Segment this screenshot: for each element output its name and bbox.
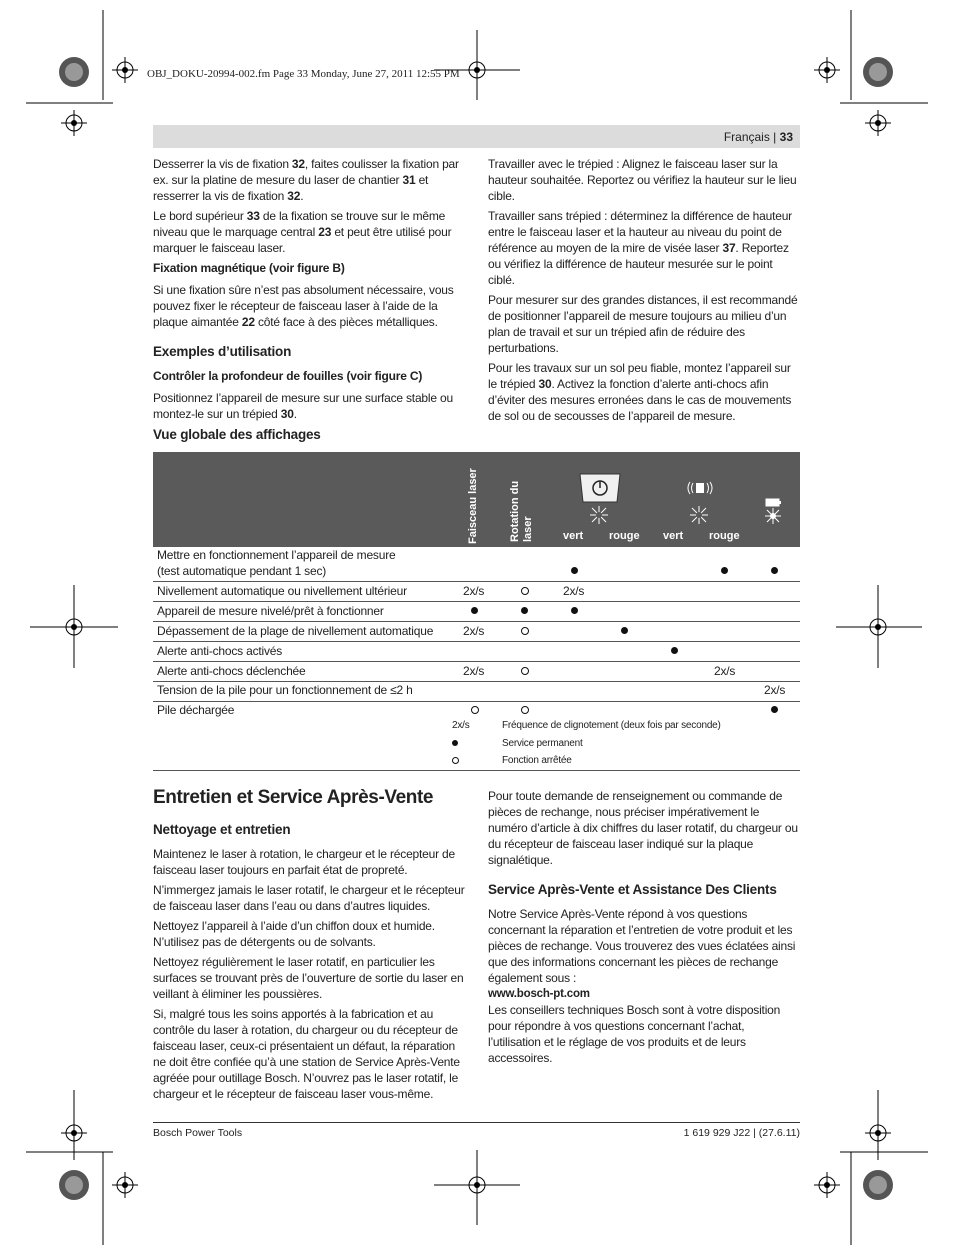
paragraph: Desserrer la vis de fixation 32, faites coulisser la fixation par ex. sur la platine de mesure du laser de chantier 31 et resserrer la vis de fixation 32.	[153, 157, 459, 203]
legend-text: Fonction arrêtée	[502, 755, 572, 766]
maintenance-section	[153, 786, 466, 1106]
header-bar	[153, 125, 800, 148]
legend-text: Service permanent	[502, 738, 583, 749]
permanent-dot	[771, 567, 778, 574]
permanent-dot	[571, 607, 578, 614]
table-header	[153, 452, 800, 547]
legend-symbol: 2x/s	[452, 720, 470, 731]
table-row: Alerte anti-chocs déclenchée 2x/s 2x/s	[153, 662, 800, 682]
footer-left: Bosch Power Tools	[153, 1127, 243, 1139]
footer-rule	[153, 1122, 800, 1123]
paragraph: Travailler avec le trépied : Alignez le faisceau laser sur la hauteur souhaitée. Reportez ou vérifiez la hauteur sur le lieu cible.	[488, 157, 797, 203]
footer-right: 1 619 929 J22 | (27.6.11)	[683, 1127, 800, 1139]
service-section	[488, 788, 800, 1070]
paragraph: Maintenez le laser à rotation, le chargeur et le récepteur de faisceau laser toujours en parfait état de propreté.	[153, 847, 455, 877]
permanent-dot	[671, 647, 678, 654]
table-row: Pile déchargée 2x/s Fréquence de clignotement (deux fois par seconde) Service permanent Fonction arrêtée	[153, 702, 800, 771]
shock-alert-icon	[687, 480, 713, 496]
legend-text: Fréquence de clignotement (deux fois par seconde)	[502, 720, 721, 731]
paragraph: Pour toute demande de renseignement ou commande de pièces de rechange, nous préciser impérativement le numéro d’article à dix chiffres du laser rotatif, du chargeur ou du récepteur de faisceau laser indiqué sur la plaque signalétique.	[488, 789, 798, 867]
off-ring	[471, 706, 479, 714]
led-battery-icon	[765, 508, 781, 524]
label-green-2: vert	[663, 530, 684, 542]
legend-dot	[452, 740, 458, 746]
running-header	[724, 130, 793, 144]
table-row: Dépassement de la plage de nivellement automatique 2x/s	[153, 622, 800, 642]
paragraph: Si, malgré tous les soins apportés à la fabrication et au contrôle du laser à rotation, du chargeur ou du récepteur de faisceau laser, ceux-ci présentaient un défaut, la réparation ne doit être confiée qu’à une station de Service Après-Vente agréée pour outillage Bosch. N’ouvrez pas le laser rotatif, le chargeur et le récepteur de faisceau laser vous-même.	[153, 1007, 460, 1101]
table-row: Mettre en fonctionnement l’appareil de mesure (test automatique pendant 1 sec)	[153, 547, 800, 582]
bosch-website-link[interactable]: www.bosch-pt.com	[488, 988, 590, 1000]
paragraph: Le bord supérieur 33 de la fixation se trouve sur le même niveau que le marquage central 23 et peut être utilisé pour marquer le faisceau laser.	[153, 209, 452, 255]
col-header-laser-beam: Faisceau laser	[467, 468, 479, 544]
file-slug: OBJ_DOKU-20994-002.fm Page 33 Monday, June 27, 2011 12:55 PM	[147, 68, 460, 80]
heading-depth: Contrôler la profondeur de fouilles (voir figure C)	[153, 369, 423, 383]
header-separator: |	[773, 130, 777, 144]
off-ring	[521, 587, 529, 595]
label-red-2: rouge	[709, 530, 740, 542]
display-overview-title: Vue globale des affichages	[153, 427, 321, 442]
legend-ring	[452, 757, 459, 764]
permanent-dot	[521, 607, 528, 614]
paragraph: Les conseillers techniques Bosch sont à votre disposition pour répondre à vos questions concernant l’achat, l’utilisation et le réglage de vos produits et de leurs accessoires.	[488, 1003, 781, 1065]
permanent-dot	[721, 567, 728, 574]
table-row: Appareil de mesure nivelé/prêt à fonctionner	[153, 602, 800, 622]
heading-service: Service Après-Vente et Assistance Des Clients	[488, 882, 777, 897]
permanent-dot	[571, 567, 578, 574]
paragraph: Notre Service Après-Vente répond à vos questions concernant la réparation et l’entretien de votre produit et les pièces de rechange. Vous trouverez des vues éclatées ainsi que des informations concernant les pièces de rechange également sous :	[488, 907, 796, 985]
paragraph: Nettoyez l’appareil à l’aide d’un chiffon doux et humide. N’utilisez pas de détergents ou de solvants.	[153, 919, 435, 949]
permanent-dot	[621, 627, 628, 634]
off-ring	[521, 627, 529, 635]
section-title: Entretien et Service Après-Vente	[153, 787, 434, 808]
permanent-dot	[771, 706, 778, 713]
heading-cleaning: Nettoyage et entretien	[153, 822, 291, 837]
label-red-1: rouge	[609, 530, 640, 542]
paragraph: Pour mesurer sur des grandes distances, il est recommandé de positionner l’appareil de mesure toujours au milieu d’un plan de travail et sur un trépied afin de réduire des perturbations.	[488, 293, 798, 355]
header-language: Français	[723, 130, 770, 144]
heading-examples: Exemples d’utilisation	[153, 344, 292, 359]
paragraph: Travailler sans trépied : déterminez la différence de hauteur entre le faisceau laser et la hauteur au niveau du point de référence au moyen de la mire de visée laser 37. Reportez ou vérifiez la différence de hauteur mesurée sur le point ciblé.	[488, 209, 792, 287]
permanent-dot	[471, 607, 478, 614]
heading-magnetic: Fixation magnétique (voir figure B)	[153, 261, 345, 275]
paragraph: Nettoyez régulièrement le laser rotatif, en particulier les surfaces se trouvant près de l’ouverture de sortie du laser en veillant à éliminer les poussières.	[153, 955, 464, 1001]
paragraph: Pour les travaux sur un sol peu fiable, montez l’appareil sur le trépied 30. Activez la fonction d’alerte anti-chocs afin d’éviter des mesures erronées dans le cas de mouvements de sol ou de secousses de l’appareil de mesure.	[488, 361, 792, 423]
paragraph: Si une fixation sûre n’est pas absolument nécessaire, vous pouvez fixer le récepteur de faisceau laser à l’aide de la plaque aimantée 22 côté face à des pièces métalliques.	[153, 283, 454, 329]
page-number: 33	[779, 130, 793, 144]
col-header-rotation: Rotation du laser	[509, 480, 534, 542]
power-button-icon	[577, 472, 623, 504]
left-column	[153, 156, 466, 426]
table-row: Nivellement automatique ou nivellement ultérieur 2x/s 2x/s	[153, 582, 800, 602]
table-row: Alerte anti-chocs activés	[153, 642, 800, 662]
led-shock-icon	[690, 506, 708, 524]
paragraph: N’immergez jamais le laser rotatif, le chargeur et le récepteur de faisceau laser dans l’eau ou dans d’autres liquides.	[153, 883, 465, 913]
right-column	[488, 156, 800, 428]
table-row: Tension de la pile pour un fonctionnement de ≤2 h 2x/s	[153, 682, 800, 702]
battery-icon	[765, 498, 783, 508]
led-green-icon	[590, 506, 608, 524]
label-green-1: vert	[563, 530, 584, 542]
paragraph: Positionnez l’appareil de mesure sur une surface stable ou montez-le sur un trépied 30.	[153, 391, 453, 421]
off-ring	[521, 706, 529, 714]
off-ring	[521, 667, 529, 675]
